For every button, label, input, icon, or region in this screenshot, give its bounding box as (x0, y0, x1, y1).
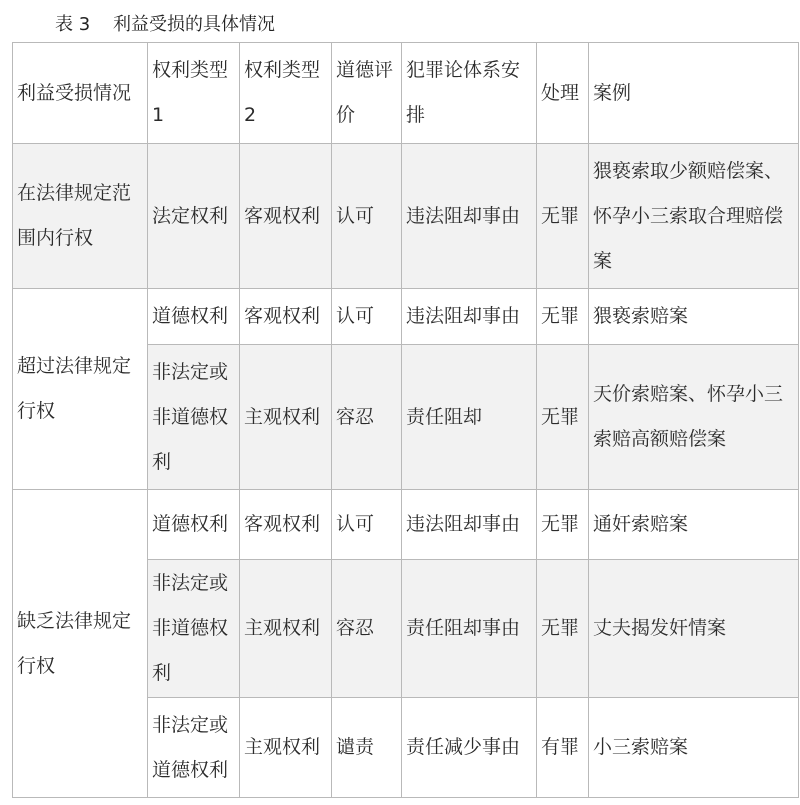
right-type-1-cell: 法定权利 (148, 144, 240, 289)
handling-cell: 无罪 (537, 345, 589, 490)
handling-cell: 无罪 (537, 144, 589, 289)
right-type-1-cell: 道德权利 (148, 289, 240, 345)
interest-damage-table (12, 42, 799, 798)
cases-cell: 天价索赔案、怀孕小三 索赔高额赔偿案 (589, 345, 799, 490)
moral-cell: 谴责 (332, 698, 402, 798)
handling-cell: 无罪 (537, 289, 589, 345)
arrangement-cell: 责任阻却事由 (402, 560, 537, 698)
table-caption: 表 3 利益受损的具体情况 (55, 14, 276, 35)
situation-cell: 在法律规定范 围内行权 (13, 144, 148, 289)
handling-cell: 有罪 (537, 698, 589, 798)
cases-cell: 小三索赔案 (589, 698, 799, 798)
situation-cell: 缺乏法律规定 行权 (13, 490, 148, 798)
right-type-2-cell: 主观权利 (240, 560, 332, 698)
arrangement-cell: 违法阻却事由 (402, 490, 537, 560)
right-type-1-cell: 道德权利 (148, 490, 240, 560)
header-right-type-2: 权利类型 2 (240, 43, 332, 144)
right-type-2-cell: 客观权利 (240, 144, 332, 289)
moral-cell: 认可 (332, 144, 402, 289)
table-row (13, 490, 799, 560)
cases-cell: 猥亵索赔案 (589, 289, 799, 345)
right-type-1-cell: 非法定或 非道德权 利 (148, 345, 240, 490)
handling-cell: 无罪 (537, 490, 589, 560)
arrangement-cell: 责任阻却 (402, 345, 537, 490)
right-type-2-cell: 客观权利 (240, 490, 332, 560)
header-right-type-1: 权利类型 1 (148, 43, 240, 144)
right-type-1-cell: 非法定或 道德权利 (148, 698, 240, 798)
right-type-2-cell: 主观权利 (240, 345, 332, 490)
header-situation: 利益受损情况 (13, 43, 148, 144)
header-handling: 处理 (537, 43, 589, 144)
header-cases: 案例 (589, 43, 799, 144)
cases-cell: 通奸索赔案 (589, 490, 799, 560)
arrangement-cell: 违法阻却事由 (402, 144, 537, 289)
arrangement-cell: 违法阻却事由 (402, 289, 537, 345)
table-row (13, 289, 799, 345)
handling-cell: 无罪 (537, 560, 589, 698)
moral-cell: 容忍 (332, 345, 402, 490)
table-row (13, 144, 799, 289)
header-moral-evaluation: 道德评 价 (332, 43, 402, 144)
right-type-2-cell: 客观权利 (240, 289, 332, 345)
moral-cell: 认可 (332, 490, 402, 560)
cases-cell: 丈夫揭发奸情案 (589, 560, 799, 698)
header-row (13, 43, 799, 144)
moral-cell: 认可 (332, 289, 402, 345)
arrangement-cell: 责任减少事由 (402, 698, 537, 798)
right-type-1-cell: 非法定或 非道德权 利 (148, 560, 240, 698)
header-crime-theory-arrangement: 犯罪论体系安 排 (402, 43, 537, 144)
situation-cell: 超过法律规定 行权 (13, 289, 148, 490)
right-type-2-cell: 主观权利 (240, 698, 332, 798)
moral-cell: 容忍 (332, 560, 402, 698)
cases-cell: 猥亵索取少额赔偿案、 怀孕小三索取合理赔偿 案 (589, 144, 799, 289)
